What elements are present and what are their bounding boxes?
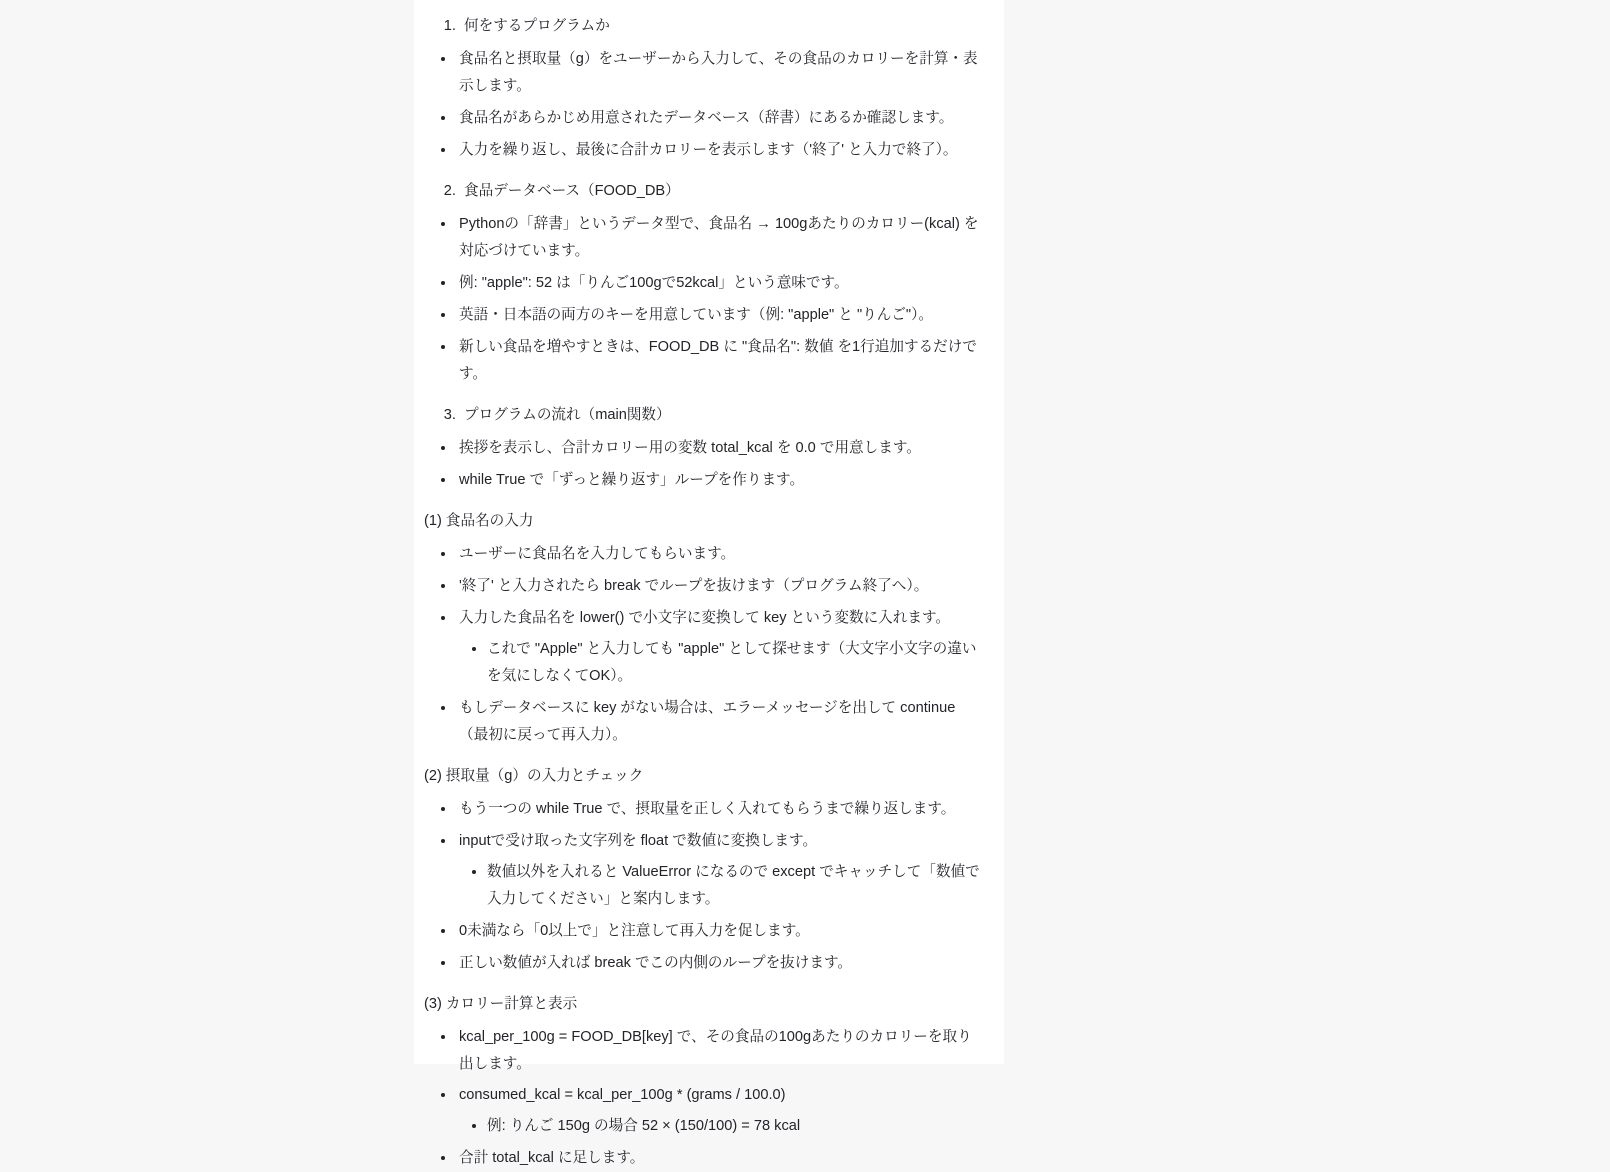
bullet-list-2 bbox=[424, 211, 980, 388]
bullet-list-5 bbox=[424, 796, 980, 977]
list-item bbox=[456, 1082, 980, 1140]
list-item: • kcal_per_100g = FOOD_DB[key] で、その食品の100gあたりのカロリーを取り出します。 bbox=[456, 1024, 980, 1078]
list-item: • ユーザーに食品名を入力してもらいます。 bbox=[456, 541, 980, 568]
ordered-list-2 bbox=[424, 178, 980, 205]
list-item bbox=[456, 605, 980, 690]
sub-list-item: • 例: りんご 150g の場合 52 × (150/100) = 78 kcal bbox=[487, 1113, 980, 1140]
bullet-list-1 bbox=[424, 46, 980, 164]
ordered-list-3 bbox=[424, 402, 980, 429]
bullet-list-3 bbox=[424, 435, 980, 494]
list-item: • 新しい食品を増やすときは、FOOD_DB に "食品名": 数値 を1行追加するだけです。 bbox=[456, 334, 980, 388]
document-panel bbox=[414, 0, 1004, 1167]
ordered-item: 2. 食品データベース（FOOD_DB） bbox=[460, 178, 980, 205]
list-item bbox=[456, 828, 980, 913]
list-item-text: • 入力した食品名を lower() で小文字に変換して key という変数に入れます。 bbox=[459, 609, 950, 626]
list-item: • 合計 total_kcal に足します。 bbox=[456, 1145, 980, 1172]
list-item: • Pythonの「辞書」というデータ型で、食品名 → 100gあたりのカロリー(kcal) を対応づけています。 bbox=[456, 211, 980, 265]
list-item: • 食品名と摂取量（g）をユーザーから入力して、その食品のカロリーを計算・表示します。 bbox=[456, 46, 980, 100]
bullet-list-6 bbox=[424, 1024, 980, 1172]
sub-bullet-list bbox=[459, 859, 980, 913]
section-heading-1: (1) 食品名の入力 bbox=[424, 512, 534, 529]
list-item: • 英語・日本語の両方のキーを用意しています（例: "apple" と "りんご"）。 bbox=[456, 302, 980, 329]
sub-bullet-list bbox=[459, 1113, 980, 1140]
list-item: • 食品名があらかじめ用意されたデータベース（辞書）にあるか確認します。 bbox=[456, 105, 980, 132]
section-heading-2: (2) 摂取量（g）の入力とチェック bbox=[424, 767, 644, 784]
ordered-item: 3. プログラムの流れ（main関数） bbox=[460, 402, 980, 429]
list-item: • 挨拶を表示し、合計カロリー用の変数 total_kcal を 0.0 で用意します。 bbox=[456, 435, 980, 462]
list-item: • 例: "apple": 52 は「りんご100gで52kcal」という意味です。 bbox=[456, 270, 980, 297]
list-item: • 入力を繰り返し、最後に合計カロリーを表示します（'終了' と入力で終了）。 bbox=[456, 137, 980, 164]
list-item: • 正しい数値が入れば break でこの内側のループを抜けます。 bbox=[456, 950, 980, 977]
list-item: • もしデータベースに key がない場合は、エラーメッセージを出して continue（最初に戻って再入力）。 bbox=[456, 695, 980, 749]
sub-bullet-list bbox=[459, 636, 980, 690]
sub-list-item: • これで "Apple" と入力しても "apple" として探せます（大文字小文字の違いを気にしなくてOK）。 bbox=[487, 636, 980, 690]
list-item: • 0未満なら「0以上で」と注意して再入力を促します。 bbox=[456, 918, 980, 945]
ordered-item: 1. 何をするプログラムか bbox=[460, 13, 980, 40]
bullet-list-4 bbox=[424, 541, 980, 749]
list-item-text: • consumed_kcal = kcal_per_100g * (grams / 100.0) bbox=[459, 1087, 786, 1104]
ordered-list-1 bbox=[424, 13, 980, 40]
document-content bbox=[414, 0, 1004, 1172]
section-heading-3: (3) カロリー計算と表示 bbox=[424, 995, 578, 1012]
list-item-text: • inputで受け取った文字列を float で数値に変換します。 bbox=[459, 832, 818, 849]
list-item: • もう一つの while True で、摂取量を正しく入れてもらうまで繰り返します。 bbox=[456, 796, 980, 823]
list-item: • '終了' と入力されたら break でループを抜けます（プログラム終了へ）。 bbox=[456, 573, 980, 600]
list-item: • while True で「ずっと繰り返す」ループを作ります。 bbox=[456, 467, 980, 494]
sub-list-item: • 数値以外を入れると ValueError になるので except でキャッチして「数値で入力してください」と案内します。 bbox=[487, 859, 980, 913]
